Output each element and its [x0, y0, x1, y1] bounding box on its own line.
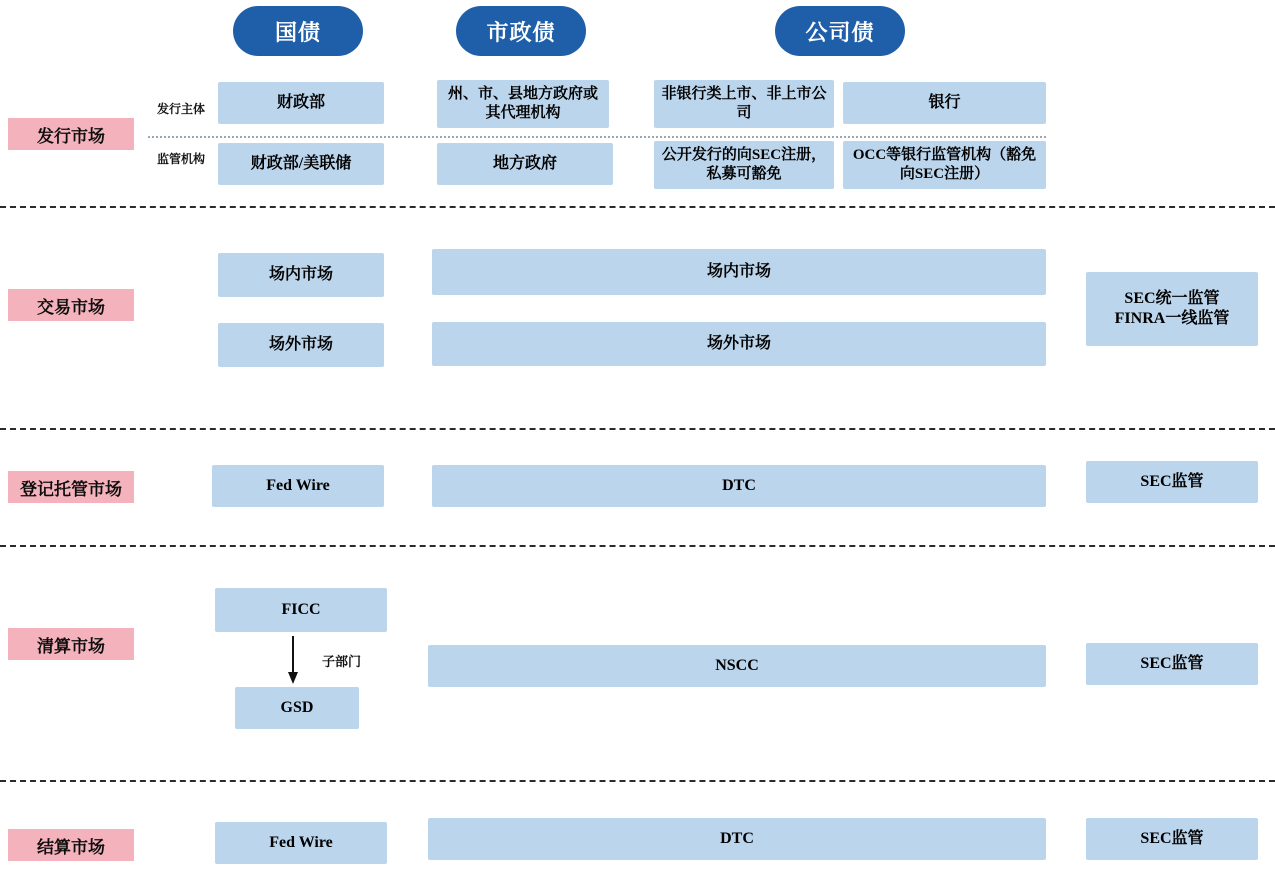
column-header-muni-label: 市政债 [486, 19, 556, 45]
trading-box-govt-otc [218, 323, 384, 367]
settlement-box-govt [215, 822, 387, 864]
registration-box-govt [212, 465, 384, 507]
issuer-box-muni [437, 80, 609, 128]
trading-supervision-line-1: SEC统一监管 [1124, 290, 1220, 307]
trading-box-wide-exchange-label: 场内市场 [706, 263, 771, 280]
issuer-box-govt [218, 82, 384, 124]
section-divider-4 [0, 780, 1275, 782]
clearing-arrow-label-text: 子部门 [322, 654, 362, 669]
trading-supervision-line-2: FINRA一线监管 [1114, 310, 1230, 327]
regulator-box-corp-nonbank [654, 141, 834, 189]
regulator-box-corp-nonbank-label: 公开发行的向SEC注册，私募可豁免 [661, 147, 827, 182]
registration-box-wide [432, 465, 1046, 507]
clearing-supervision-label: SEC监管 [1140, 655, 1204, 672]
regulator-box-muni-label: 地方政府 [492, 155, 557, 172]
trading-box-govt-otc-label: 场外市场 [268, 336, 333, 353]
row-label-trading-text: 交易市场 [37, 297, 105, 317]
trading-box-wide-otc-label: 场外市场 [706, 335, 771, 352]
arrow-down-icon [283, 636, 319, 686]
trading-box-wide-exchange [432, 249, 1046, 295]
row-label-clearing-text: 清算市场 [37, 636, 105, 656]
side-label-issuer-text: 发行主体 [156, 102, 205, 116]
row-label-trading [8, 289, 134, 321]
trading-box-govt-exchange [218, 253, 384, 297]
regulator-box-govt [218, 143, 384, 185]
registration-box-wide-label: DTC [722, 477, 756, 494]
regulator-box-muni [437, 143, 613, 185]
clearing-box-gsd [235, 687, 359, 729]
side-label-issuer [148, 102, 214, 116]
issuer-box-corp-bank [843, 82, 1046, 124]
settlement-box-govt-label: Fed Wire [269, 834, 333, 851]
clearing-box-ficc-label: FICC [281, 601, 321, 618]
clearing-box-nscc-label: NSCC [715, 657, 759, 674]
trading-box-wide-otc [432, 322, 1046, 366]
trading-supervision-box [1086, 272, 1258, 346]
issuer-box-govt-label: 财政部 [276, 94, 325, 111]
row-label-clearing [8, 628, 134, 660]
settlement-supervision-box [1086, 818, 1258, 860]
row-label-issuance-text: 发行市场 [37, 126, 105, 146]
section-divider-2 [0, 428, 1275, 430]
clearing-box-gsd-label: GSD [280, 699, 314, 716]
issuer-box-corp-nonbank-label: 非银行类上市、非上市公司 [661, 86, 827, 121]
row-label-registration [8, 471, 134, 503]
issuance-inner-separator [148, 136, 1046, 138]
regulator-box-govt-label: 财政部/美联储 [250, 155, 352, 172]
column-header-govt [233, 6, 363, 56]
regulator-box-corp-bank [843, 141, 1046, 189]
issuer-box-corp-nonbank [654, 80, 834, 128]
row-label-issuance [8, 118, 134, 150]
registration-box-govt-label: Fed Wire [266, 477, 330, 494]
clearing-box-ficc [215, 588, 387, 632]
regulator-box-corp-bank-label: OCC等银行监管机构（豁免向SEC注册） [852, 147, 1037, 182]
trading-box-govt-exchange-label: 场内市场 [268, 266, 333, 283]
section-divider-3 [0, 545, 1275, 547]
row-label-registration-text: 登记托管市场 [20, 479, 122, 499]
column-header-corp-label: 公司债 [805, 19, 875, 45]
settlement-box-wide-label: DTC [720, 830, 754, 847]
clearing-supervision-box [1086, 643, 1258, 685]
clearing-arrow-label [322, 651, 361, 670]
row-label-settlement-text: 结算市场 [37, 837, 105, 857]
column-header-govt-label: 国债 [274, 19, 321, 45]
section-divider-1 [0, 206, 1275, 208]
row-label-settlement [8, 829, 134, 861]
registration-supervision-label: SEC监管 [1140, 473, 1204, 490]
issuer-box-corp-bank-label: 银行 [928, 94, 961, 111]
column-header-corp [775, 6, 905, 56]
side-label-regulator [148, 152, 214, 166]
settlement-box-wide [428, 818, 1046, 860]
clearing-box-nscc [428, 645, 1046, 687]
settlement-supervision-label: SEC监管 [1140, 830, 1204, 847]
column-header-muni [456, 6, 586, 56]
side-label-regulator-text: 监管机构 [156, 152, 205, 166]
issuer-box-muni-label: 州、市、县地方政府或其代理机构 [447, 86, 598, 121]
clearing-arrow [283, 636, 319, 686]
registration-supervision-box [1086, 461, 1258, 503]
